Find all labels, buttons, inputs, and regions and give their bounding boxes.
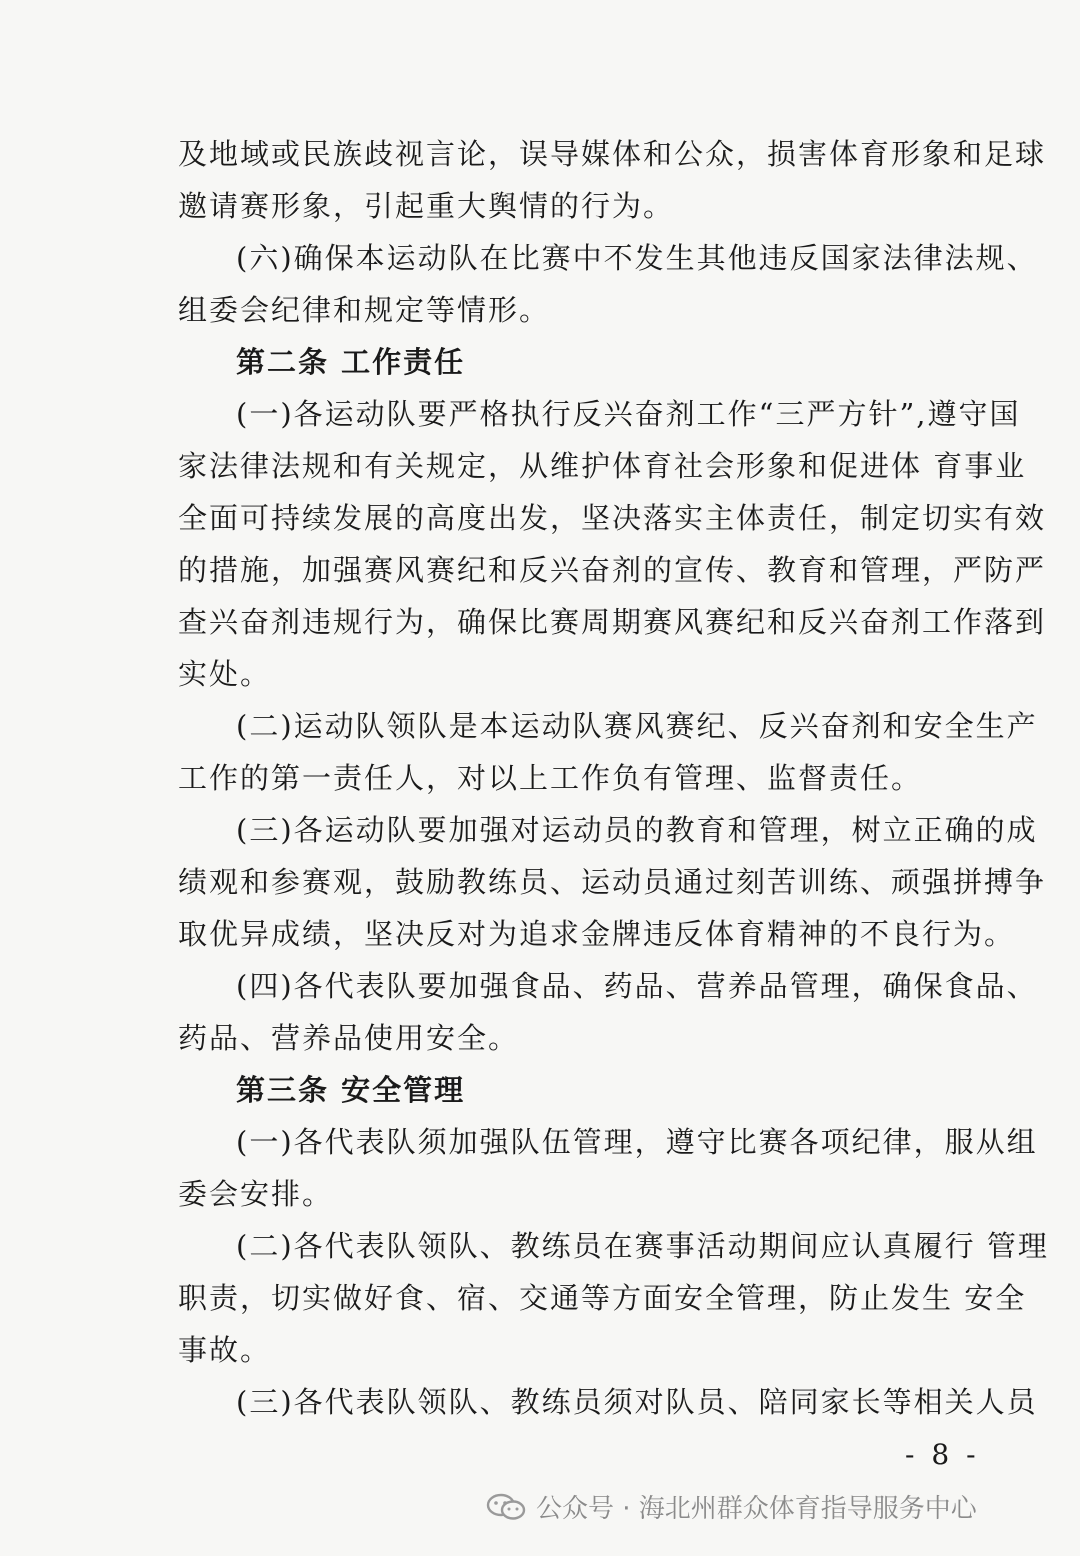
- watermark: [486, 1488, 977, 1525]
- body-line: (三)各代表队领队、教练员须对队员、陪同家长等相关人员: [236, 1385, 1038, 1419]
- wechat-official-account-icon: [486, 1492, 526, 1522]
- section-heading: 第二条 工作责任: [236, 345, 466, 379]
- body-line: 工作的第一责任人，对以上工作负有管理、监督责任。: [178, 761, 923, 795]
- body-line: (四)各代表队要加强食品、药品、营养品管理，确保食品、: [236, 969, 1038, 1003]
- body-line: 取优异成绩，坚决反对为追求金牌违反体育精神的不良行为。: [178, 917, 1016, 951]
- body-line: 药品、营养品使用安全。: [178, 1021, 520, 1055]
- body-line: 的措施，加强赛风赛纪和反兴奋剂的宣传、教育和管理，严防严: [178, 553, 1047, 587]
- body-line: 查兴奋剂违规行为，确保比赛周期赛风赛纪和反兴奋剂工作落到: [178, 605, 1047, 639]
- body-line: (一)各运动队要严格执行反兴奋剂工作“三严方针”,遵守国: [236, 397, 1021, 431]
- body-line: 组委会纪律和规定等情形。: [178, 293, 551, 327]
- body-line: (六)确保本运动队在比赛中不发生其他违反国家法律法规、: [236, 241, 1038, 275]
- watermark-text: 公众号 · 海北州群众体育指导服务中心: [536, 1494, 977, 1524]
- document-body: [178, 128, 1049, 1428]
- body-line: 委会安排。: [178, 1177, 334, 1211]
- body-line: 事故。: [178, 1333, 272, 1367]
- body-line: 家法律法规和有关规定，从维护体育社会形象和促进体 育事业: [178, 449, 1027, 483]
- body-line: 全面可持续发展的高度出发，坚决落实主体责任，制定切实有效: [178, 501, 1047, 535]
- section-heading: 第三条 安全管理: [236, 1073, 466, 1107]
- body-line: 职责，切实做好食、宿、交通等方面安全管理，防止发生 安全: [178, 1281, 1027, 1315]
- body-line: 绩观和参赛观，鼓励教练员、运动员通过刻苦训练、顽强拼搏争: [178, 865, 1047, 899]
- body-line: 邀请赛形象，引起重大舆情的行为。: [178, 189, 675, 223]
- body-line: (二)运动队领队是本运动队赛风赛纪、反兴奋剂和安全生产: [236, 709, 1038, 743]
- body-line: (一)各代表队须加强队伍管理，遵守比赛各项纪律，服从组: [236, 1125, 1038, 1159]
- page-number: - 8 -: [905, 1438, 980, 1471]
- body-line: (三)各运动队要加强对运动员的教育和管理，树立正确的成: [236, 813, 1038, 847]
- body-line: 实处。: [178, 657, 272, 691]
- body-line: (二)各代表队领队、教练员在赛事活动期间应认真履行 管理: [236, 1229, 1049, 1263]
- body-line: 及地域或民族歧视言论，误导媒体和公众，损害体育形象和足球: [178, 137, 1047, 171]
